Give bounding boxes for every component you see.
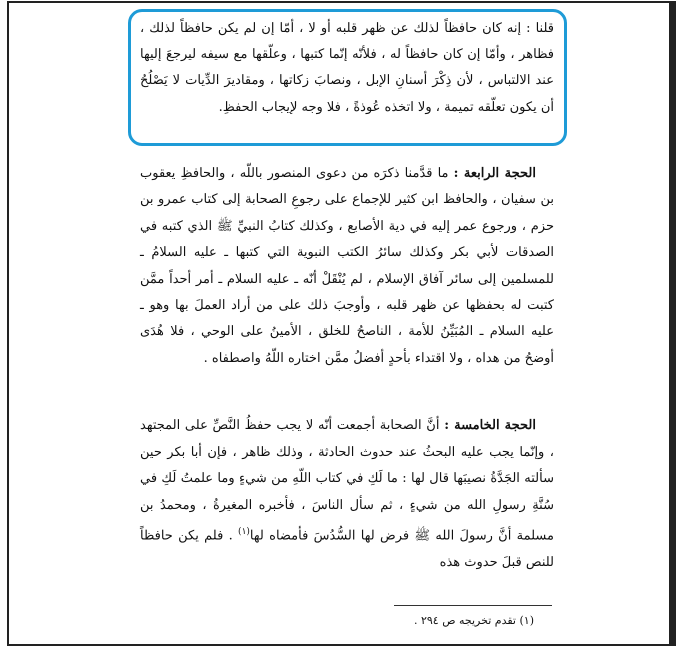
footnote-divider <box>394 605 552 606</box>
argument-4-text: ما قدَّمنا ذكرَه من دعوى المنصور باللّه ، والحافظِ يعقوب بن سفيان ، والحافظ ابن كثير للإجماع على رجوعِ الصحابة إلى كتاب عمرو بن حزم ، ورجوع عمر إليه في دية الأصابع ، وكذلك كتابُ النبيِّ ﷺ الذي كتبه في الصدقات لأبي بكر وكذلك سائرُ الكتب النبوية التي كتبها ـ عليه السلامُ ـ للمسلمين إلى سائر آفاق الإسلام ، لم يُنْقَلْ أنّه ـ عليه السلام ـ أمر أحداً ممَّن كتبت له بحفظها عن ظهر قلبه ، وأوجبَ ذلك على من أراد العملَ بها وهو ـ عليه السلام ـ المُبَيِّنُ للأمة ، الناصحُ للخلق ، الأمينُ على الوحي ، فلا هُدَى أوضحُ من هداه ، ولا اقتداء بأحدٍ أفضلُ ممَّن اختاره اللّهُ واصطفاه . <box>140 166 554 366</box>
argument-5-paragraph <box>140 413 554 577</box>
argument-5-body <box>140 413 554 577</box>
argument-5-heading: الحجة الخامسة : <box>444 418 536 433</box>
quote-text: قلنا : إنه كان حافظاً لذلك عن ظهر قلبه أو لا ، أمّا إن لم يكن حافظاً لذلك ، فظاهر ، وأمّا إن كان حافظاً له ، فلأنّه إنّما كتبها ، وعلّقها مع سيفه ليرجعَ إليها عند الالتباس ، لأن ذِكْرَ أسنانِ الإبل ، ونصابَ زكاتها ، ومقاديرَ الدِّيات لا يَصْلُحُ أن يكون تعلّقه تميمة ، ولا اتخذه عُوذةً ، فلا وجه لإيجاب الحفظِ. <box>140 21 554 115</box>
argument-4-body <box>140 161 554 372</box>
page-edge-bar <box>669 3 674 644</box>
argument-4-heading: الحجة الرابعة : <box>453 166 536 181</box>
quoted-paragraph <box>140 16 554 121</box>
footnote-marker[interactable]: (١) <box>238 527 250 538</box>
argument-5-tail: . فلم يكن حافظاً للنص قبلَ حدوث هذه <box>140 528 554 571</box>
footnote: (١) تقدم تخريجه ص ٢٩٤ . <box>413 614 534 627</box>
argument-4-paragraph <box>140 161 554 372</box>
document-page <box>7 1 676 646</box>
argument-5-text: أنَّ الصحابة أجمعت أنّه لا يجب حفظُ النَّصِّ على المجتهد ، وإنّما يجب عليه البحثُ عند حدوث الحادثة ، وذلك ظاهر ، فإن أبا بكر حين سألته الجَدَّةُ نصيبَها قال لها : ما لَكِ في كتاب اللّهِ من شيءٍ وما علمتُ لَكِ في سُنَّةِ رسولِ الله من شيءٍ ، ثم سأل الناسَ ، فأخبره المغيرةُ ، ومحمدُ بن مسلمة أنَّ رسولَ الله ﷺ فرض لها السُّدُسَ فأمضاه لها <box>140 418 554 544</box>
